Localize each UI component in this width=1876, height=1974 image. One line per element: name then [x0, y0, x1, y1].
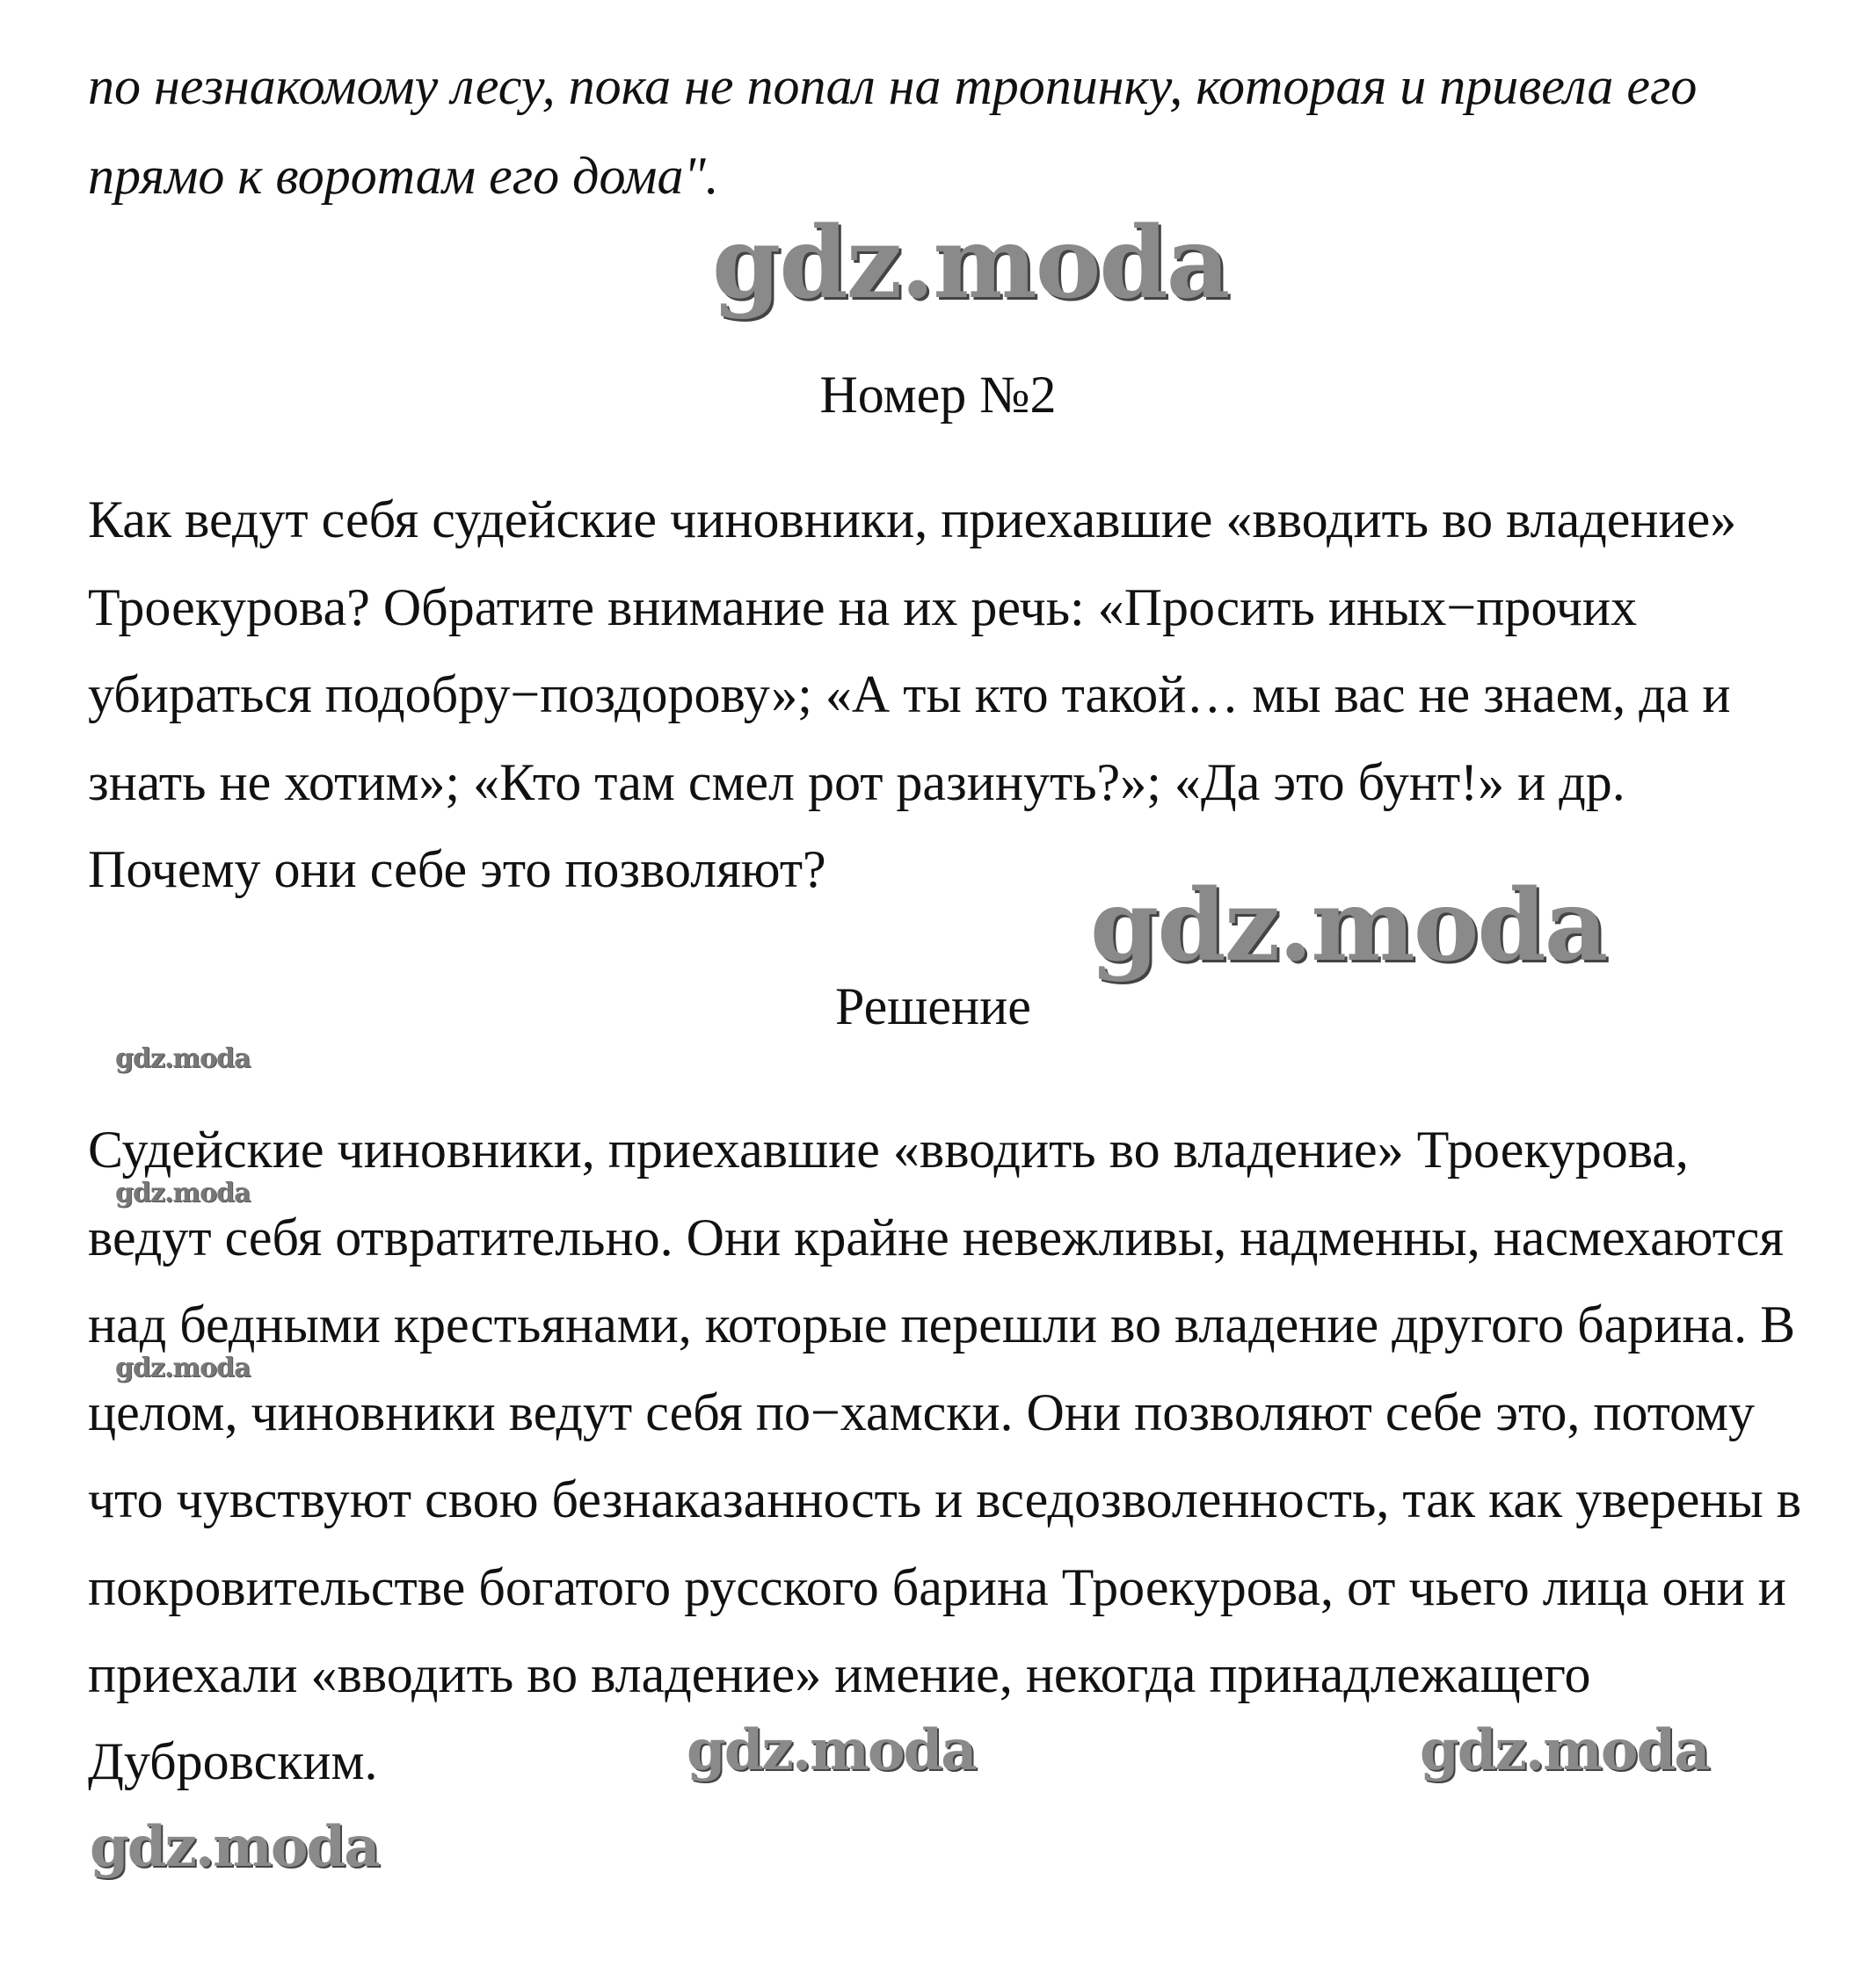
previous-text-line: прямо к воротам его дома".	[88, 147, 719, 205]
solution-line: ведут себя отвратительно. Они крайне невежливы, надменны, насмехаются	[88, 1208, 1784, 1266]
question-line: знать не хотим»; «Кто там смел рот разинуть?»; «Да это бунт!» и др.	[88, 753, 1625, 811]
watermark: gdz.moda	[115, 1178, 251, 1208]
question-line: Почему они себе это позволяют?	[88, 840, 826, 898]
watermark: gdz.moda	[687, 1717, 976, 1783]
solution-line: над бедными крестьянами, которые перешли во владение другого барина. В	[88, 1295, 1796, 1353]
question-line: Троекурова? Обратите внимание на их речь: «Просить иных−прочих	[88, 578, 1638, 636]
previous-text-line: по незнакомому лесу, пока не попал на тропинку, которая и привела его	[88, 57, 1698, 115]
watermark: gdz.moda	[1090, 868, 1607, 983]
watermark: gdz.moda	[115, 1353, 251, 1383]
question-line: убираться подобру−поздорову»; «А ты кто такой… мы вас не знаем, да и	[88, 665, 1731, 723]
watermark: gdz.moda	[90, 1814, 379, 1880]
watermark: gdz.moda	[712, 206, 1229, 321]
watermark: gdz.moda	[115, 1043, 251, 1074]
task-heading: Номер №2	[819, 366, 1057, 424]
solution-heading: Решение	[835, 977, 1031, 1035]
solution-line: покровительстве богатого русского барина Троекурова, от чьего лица они и	[88, 1558, 1786, 1616]
solution-line: Дубровским.	[88, 1732, 378, 1790]
solution-line: Судейские чиновники, приехавшие «вводить во владение» Троекурова,	[88, 1121, 1689, 1179]
solution-line: целом, чиновники ведут себя по−хамски. Они позволяют себе это, потому	[88, 1383, 1755, 1441]
solution-line: приехали «вводить во владение» имение, некогда принадлежащего	[88, 1645, 1591, 1703]
question-line: Как ведут себя судейские чиновники, приехавшие «вводить во владение»	[88, 490, 1737, 548]
solution-line: что чувствуют свою безнаказанность и вседозволенность, так как уверены в	[88, 1470, 1802, 1528]
watermark: gdz.moda	[1420, 1717, 1709, 1783]
